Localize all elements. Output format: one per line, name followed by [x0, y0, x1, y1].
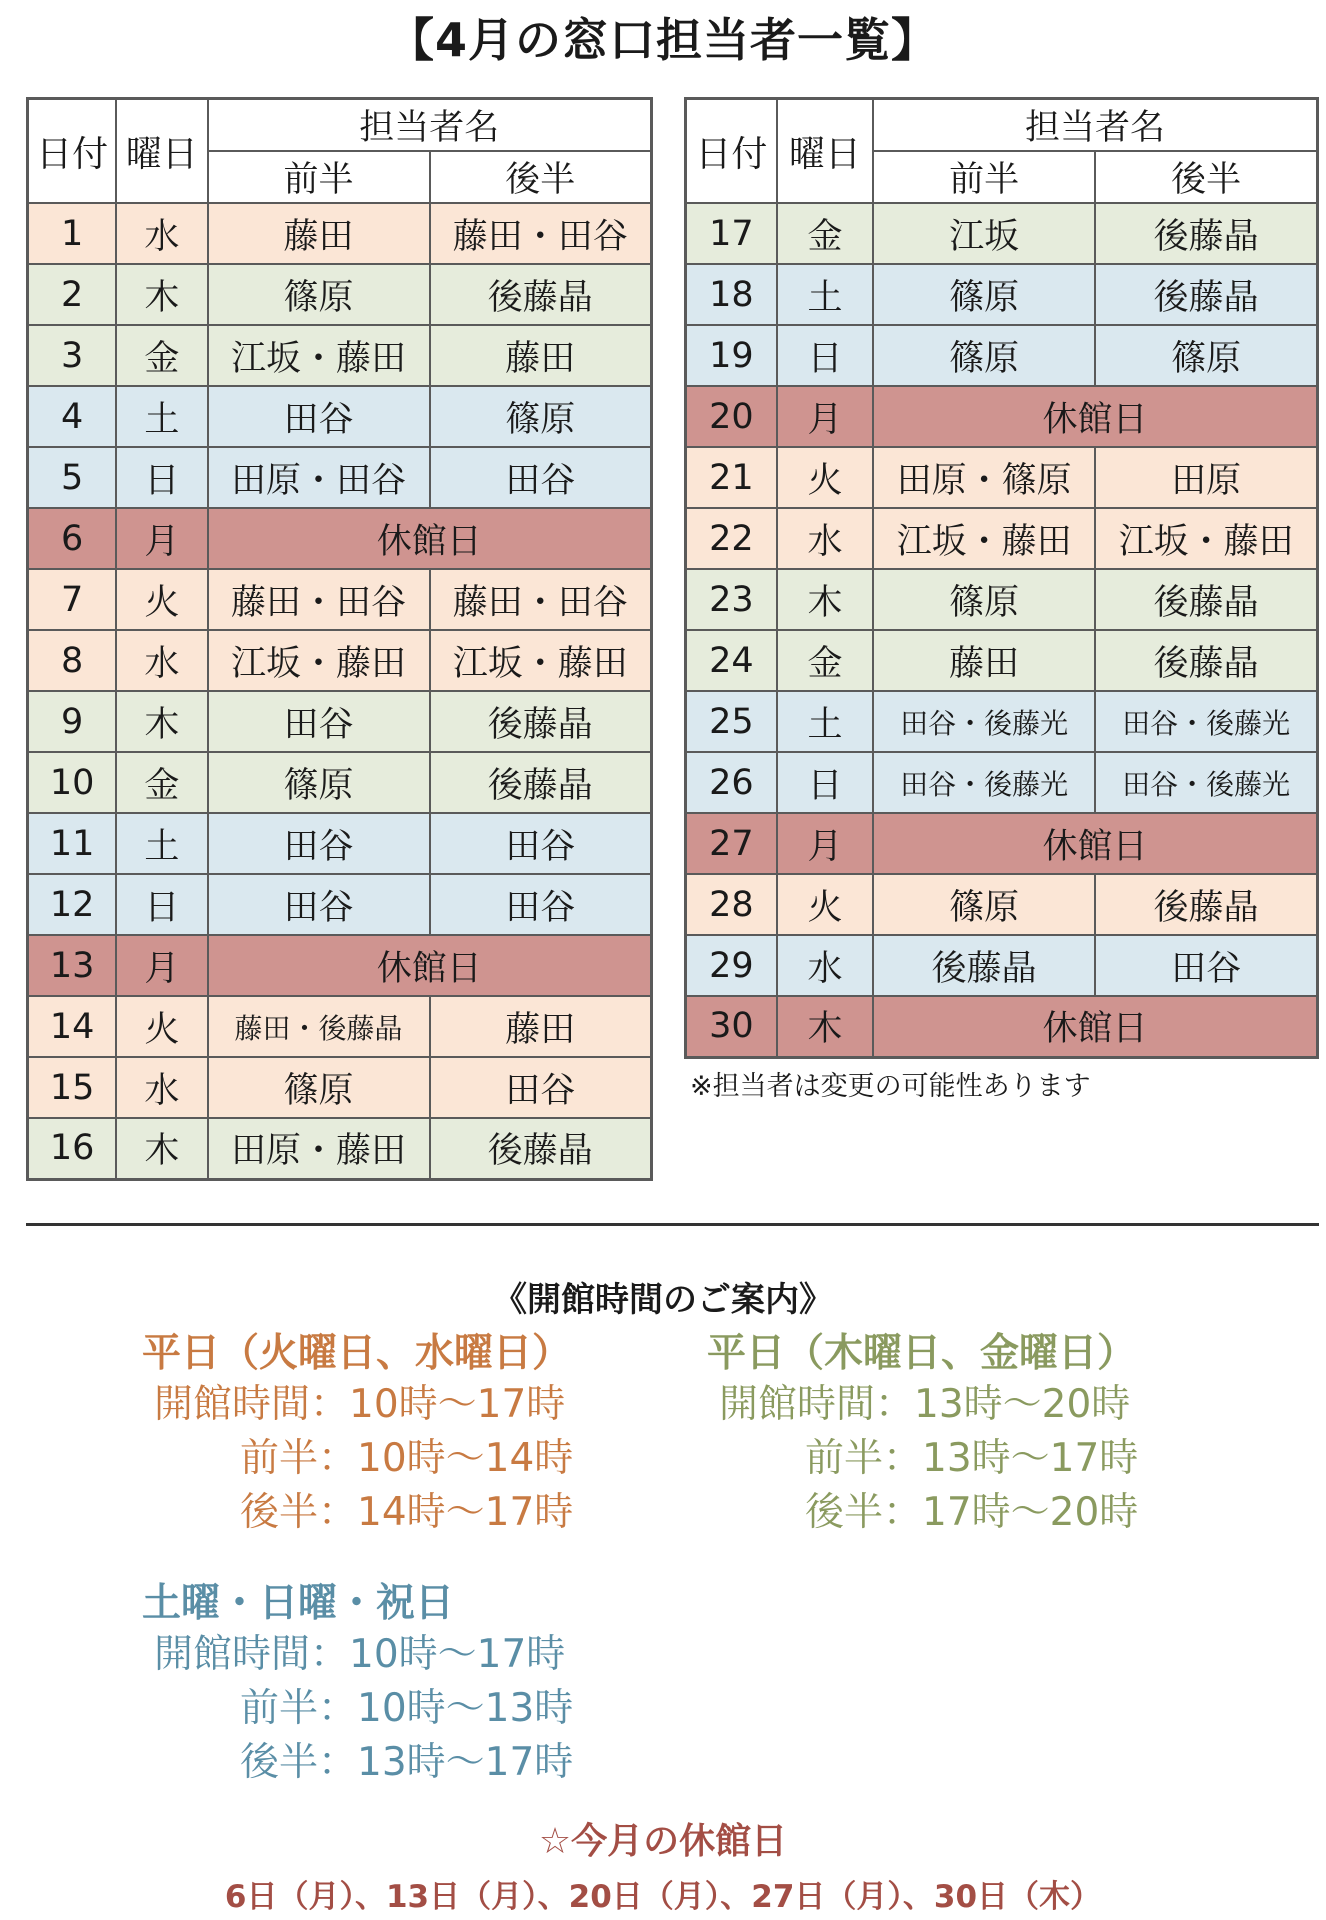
header-second-half: 後半: [430, 151, 652, 203]
date-cell: 22: [686, 508, 777, 569]
schedule-row: [28, 569, 652, 630]
header-weekday: 曜日: [116, 99, 207, 204]
date-cell: 15: [28, 1057, 117, 1118]
date-cell: 24: [686, 630, 777, 691]
first-half-cell: 篠原: [208, 1057, 430, 1118]
schedule-row: [28, 325, 652, 386]
weekday-cell: 月: [777, 386, 873, 447]
schedule-row: [28, 203, 652, 264]
second-half-cell: 田谷: [430, 813, 652, 874]
schedule-row: [28, 691, 652, 752]
schedule-row: [28, 264, 652, 325]
schedule-row: [28, 508, 652, 569]
first-half-hours: 前半：10時～14時: [240, 1436, 574, 1481]
first-half-cell: 藤田・田谷: [208, 569, 430, 630]
schedule-row: [686, 264, 1318, 325]
schedule-row: [28, 813, 652, 874]
first-half-cell: 田谷・後藤光: [873, 752, 1095, 813]
weekday-cell: 火: [116, 996, 207, 1057]
opening-hours: 開館時間：10時～17時: [154, 1632, 566, 1677]
schedule-row: [28, 752, 652, 813]
date-cell: 8: [28, 630, 117, 691]
first-half-cell: 藤田・後藤晶: [208, 996, 430, 1057]
schedule-row: [28, 996, 652, 1057]
date-cell: 28: [686, 874, 777, 935]
weekday-cell: 火: [777, 447, 873, 508]
change-note: ※担当者は変更の可能性あります: [690, 1071, 1091, 1102]
header-weekday: 曜日: [777, 99, 873, 204]
first-half-cell: 田原・篠原: [873, 447, 1095, 508]
weekday-cell: 土: [777, 264, 873, 325]
schedule-row: [28, 935, 652, 996]
schedule-row: [686, 447, 1318, 508]
schedule-row: [686, 752, 1318, 813]
first-half-cell: 篠原: [873, 264, 1095, 325]
schedule-row: [686, 691, 1318, 752]
date-cell: 10: [28, 752, 117, 813]
schedule-row: [686, 813, 1318, 874]
weekday-cell: 水: [777, 508, 873, 569]
weekday-cell: 土: [777, 691, 873, 752]
date-cell: 26: [686, 752, 777, 813]
first-half-cell: 田谷: [208, 691, 430, 752]
first-half-cell: 田原・田谷: [208, 447, 430, 508]
first-half-cell: 篠原: [208, 264, 430, 325]
date-cell: 30: [686, 996, 777, 1057]
second-half-cell: 田谷・後藤光: [1095, 752, 1317, 813]
date-cell: 13: [28, 935, 117, 996]
first-half-cell: 田原・藤田: [208, 1118, 430, 1179]
date-cell: 4: [28, 386, 117, 447]
closed-days-list: 6日（月）、13日（月）、20日（月）、27日（月）、30日（木）: [224, 1879, 1102, 1915]
date-cell: 27: [686, 813, 777, 874]
weekday-cell: 木: [777, 569, 873, 630]
date-cell: 23: [686, 569, 777, 630]
weekday-cell: 金: [116, 325, 207, 386]
first-half-hours: 前半：13時～17時: [805, 1436, 1139, 1481]
first-half-cell: 田谷: [208, 386, 430, 447]
closed-cell: 休館日: [208, 935, 652, 996]
weekday-cell: 金: [777, 203, 873, 264]
first-half-hours: 前半：10時～13時: [240, 1686, 574, 1731]
first-half-cell: 篠原: [208, 752, 430, 813]
date-cell: 1: [28, 203, 117, 264]
weekday-cell: 日: [777, 752, 873, 813]
first-half-cell: 江坂・藤田: [873, 508, 1095, 569]
schedule-table-left: [26, 97, 653, 1181]
second-half-cell: 後藤晶: [1095, 264, 1317, 325]
weekday-cell: 水: [116, 630, 207, 691]
weekday-cell: 金: [116, 752, 207, 813]
header-first-half: 前半: [873, 151, 1095, 203]
first-half-cell: 篠原: [873, 569, 1095, 630]
date-cell: 21: [686, 447, 777, 508]
second-half-cell: 藤田・田谷: [430, 203, 652, 264]
closed-cell: 休館日: [873, 813, 1317, 874]
first-half-cell: 藤田: [873, 630, 1095, 691]
second-half-cell: 田谷・後藤光: [1095, 691, 1317, 752]
first-half-cell: 篠原: [873, 325, 1095, 386]
weekday-cell: 土: [116, 386, 207, 447]
header-staff: 担当者名: [208, 99, 652, 152]
hours-block-weekend: [142, 1572, 573, 1790]
first-half-cell: 田谷: [208, 813, 430, 874]
closed-cell: 休館日: [208, 508, 652, 569]
weekday-cell: 水: [116, 203, 207, 264]
hours-block-title: 土曜・日曜・祝日: [142, 1581, 455, 1626]
hours-block-title: 平日（火曜日、水曜日）: [142, 1331, 572, 1376]
second-half-cell: 藤田・田谷: [430, 569, 652, 630]
date-cell: 3: [28, 325, 117, 386]
schedule-row: [686, 325, 1318, 386]
second-half-hours: 後半：14時～17時: [240, 1490, 574, 1535]
second-half-cell: 田谷: [430, 1057, 652, 1118]
weekday-cell: 日: [777, 325, 873, 386]
weekday-cell: 火: [116, 569, 207, 630]
first-half-cell: 江坂・藤田: [208, 325, 430, 386]
weekday-cell: 木: [116, 691, 207, 752]
second-half-cell: 後藤晶: [1095, 874, 1317, 935]
second-half-cell: 後藤晶: [430, 691, 652, 752]
date-cell: 6: [28, 508, 117, 569]
date-cell: 2: [28, 264, 117, 325]
schedule-row: [28, 874, 652, 935]
date-cell: 7: [28, 569, 117, 630]
second-half-hours: 後半：13時～17時: [240, 1740, 574, 1785]
date-cell: 14: [28, 996, 117, 1057]
first-half-cell: 後藤晶: [873, 935, 1095, 996]
divider: [26, 1223, 1319, 1226]
date-cell: 5: [28, 447, 117, 508]
closed-cell: 休館日: [873, 996, 1317, 1057]
opening-hours: 開館時間：13時～20時: [719, 1382, 1131, 1427]
first-half-cell: 江坂・藤田: [208, 630, 430, 691]
second-half-cell: 篠原: [430, 386, 652, 447]
schedule-row: [686, 508, 1318, 569]
second-half-cell: 後藤晶: [430, 1118, 652, 1179]
weekday-cell: 日: [116, 447, 207, 508]
second-half-cell: 藤田: [430, 996, 652, 1057]
date-cell: 19: [686, 325, 777, 386]
hours-block-title: 平日（木曜日、金曜日）: [707, 1331, 1137, 1376]
weekday-cell: 木: [116, 1118, 207, 1179]
weekday-cell: 木: [116, 264, 207, 325]
first-half-cell: 藤田: [208, 203, 430, 264]
first-half-cell: 江坂: [873, 203, 1095, 264]
second-half-cell: 後藤晶: [1095, 630, 1317, 691]
weekday-cell: 水: [777, 935, 873, 996]
schedule-row: [686, 203, 1318, 264]
second-half-cell: 後藤晶: [1095, 569, 1317, 630]
schedule-row: [28, 630, 652, 691]
weekday-cell: 火: [777, 874, 873, 935]
hours-block-tue-wed: [142, 1322, 573, 1540]
schedule-table-right: [684, 97, 1319, 1059]
second-half-cell: 後藤晶: [1095, 203, 1317, 264]
date-cell: 29: [686, 935, 777, 996]
weekday-cell: 月: [116, 508, 207, 569]
date-cell: 20: [686, 386, 777, 447]
schedule-row: [28, 386, 652, 447]
header-staff: 担当者名: [873, 99, 1317, 152]
header-first-half: 前半: [208, 151, 430, 203]
closed-cell: 休館日: [873, 386, 1317, 447]
opening-hours: 開館時間：10時～17時: [154, 1382, 566, 1427]
schedule-row: [686, 874, 1318, 935]
schedule-row: [686, 996, 1318, 1057]
header-second-half: 後半: [1095, 151, 1317, 203]
date-cell: 11: [28, 813, 117, 874]
date-cell: 9: [28, 691, 117, 752]
weekday-cell: 金: [777, 630, 873, 691]
closed-days-title: ☆今月の休館日: [538, 1821, 788, 1862]
header-date: 日付: [28, 99, 117, 204]
second-half-cell: 江坂・藤田: [1095, 508, 1317, 569]
date-cell: 17: [686, 203, 777, 264]
weekday-cell: 木: [777, 996, 873, 1057]
page-title: 【4月の窓口担当者一覧】: [387, 13, 938, 67]
date-cell: 18: [686, 264, 777, 325]
second-half-cell: 田谷: [1095, 935, 1317, 996]
weekday-cell: 水: [116, 1057, 207, 1118]
second-half-cell: 篠原: [1095, 325, 1317, 386]
weekday-cell: 月: [777, 813, 873, 874]
weekday-cell: 土: [116, 813, 207, 874]
second-half-cell: 田谷: [430, 874, 652, 935]
first-half-cell: 篠原: [873, 874, 1095, 935]
second-half-hours: 後半：17時～20時: [805, 1490, 1139, 1535]
schedule-row: [686, 386, 1318, 447]
schedule-row: [686, 935, 1318, 996]
header-date: 日付: [686, 99, 777, 204]
weekday-cell: 日: [116, 874, 207, 935]
date-cell: 16: [28, 1118, 117, 1179]
second-half-cell: 後藤晶: [430, 752, 652, 813]
second-half-cell: 江坂・藤田: [430, 630, 652, 691]
date-cell: 12: [28, 874, 117, 935]
schedule-row: [28, 1057, 652, 1118]
hours-title: 《開館時間のご案内》: [493, 1280, 833, 1320]
schedule-row: [28, 447, 652, 508]
second-half-cell: 藤田: [430, 325, 652, 386]
schedule-row: [28, 1118, 652, 1179]
second-half-cell: 田谷: [430, 447, 652, 508]
hours-block-thu-fri: [707, 1322, 1138, 1540]
date-cell: 25: [686, 691, 777, 752]
second-half-cell: 後藤晶: [430, 264, 652, 325]
first-half-cell: 田谷: [208, 874, 430, 935]
schedule-row: [686, 630, 1318, 691]
schedule-row: [686, 569, 1318, 630]
second-half-cell: 田原: [1095, 447, 1317, 508]
weekday-cell: 月: [116, 935, 207, 996]
first-half-cell: 田谷・後藤光: [873, 691, 1095, 752]
